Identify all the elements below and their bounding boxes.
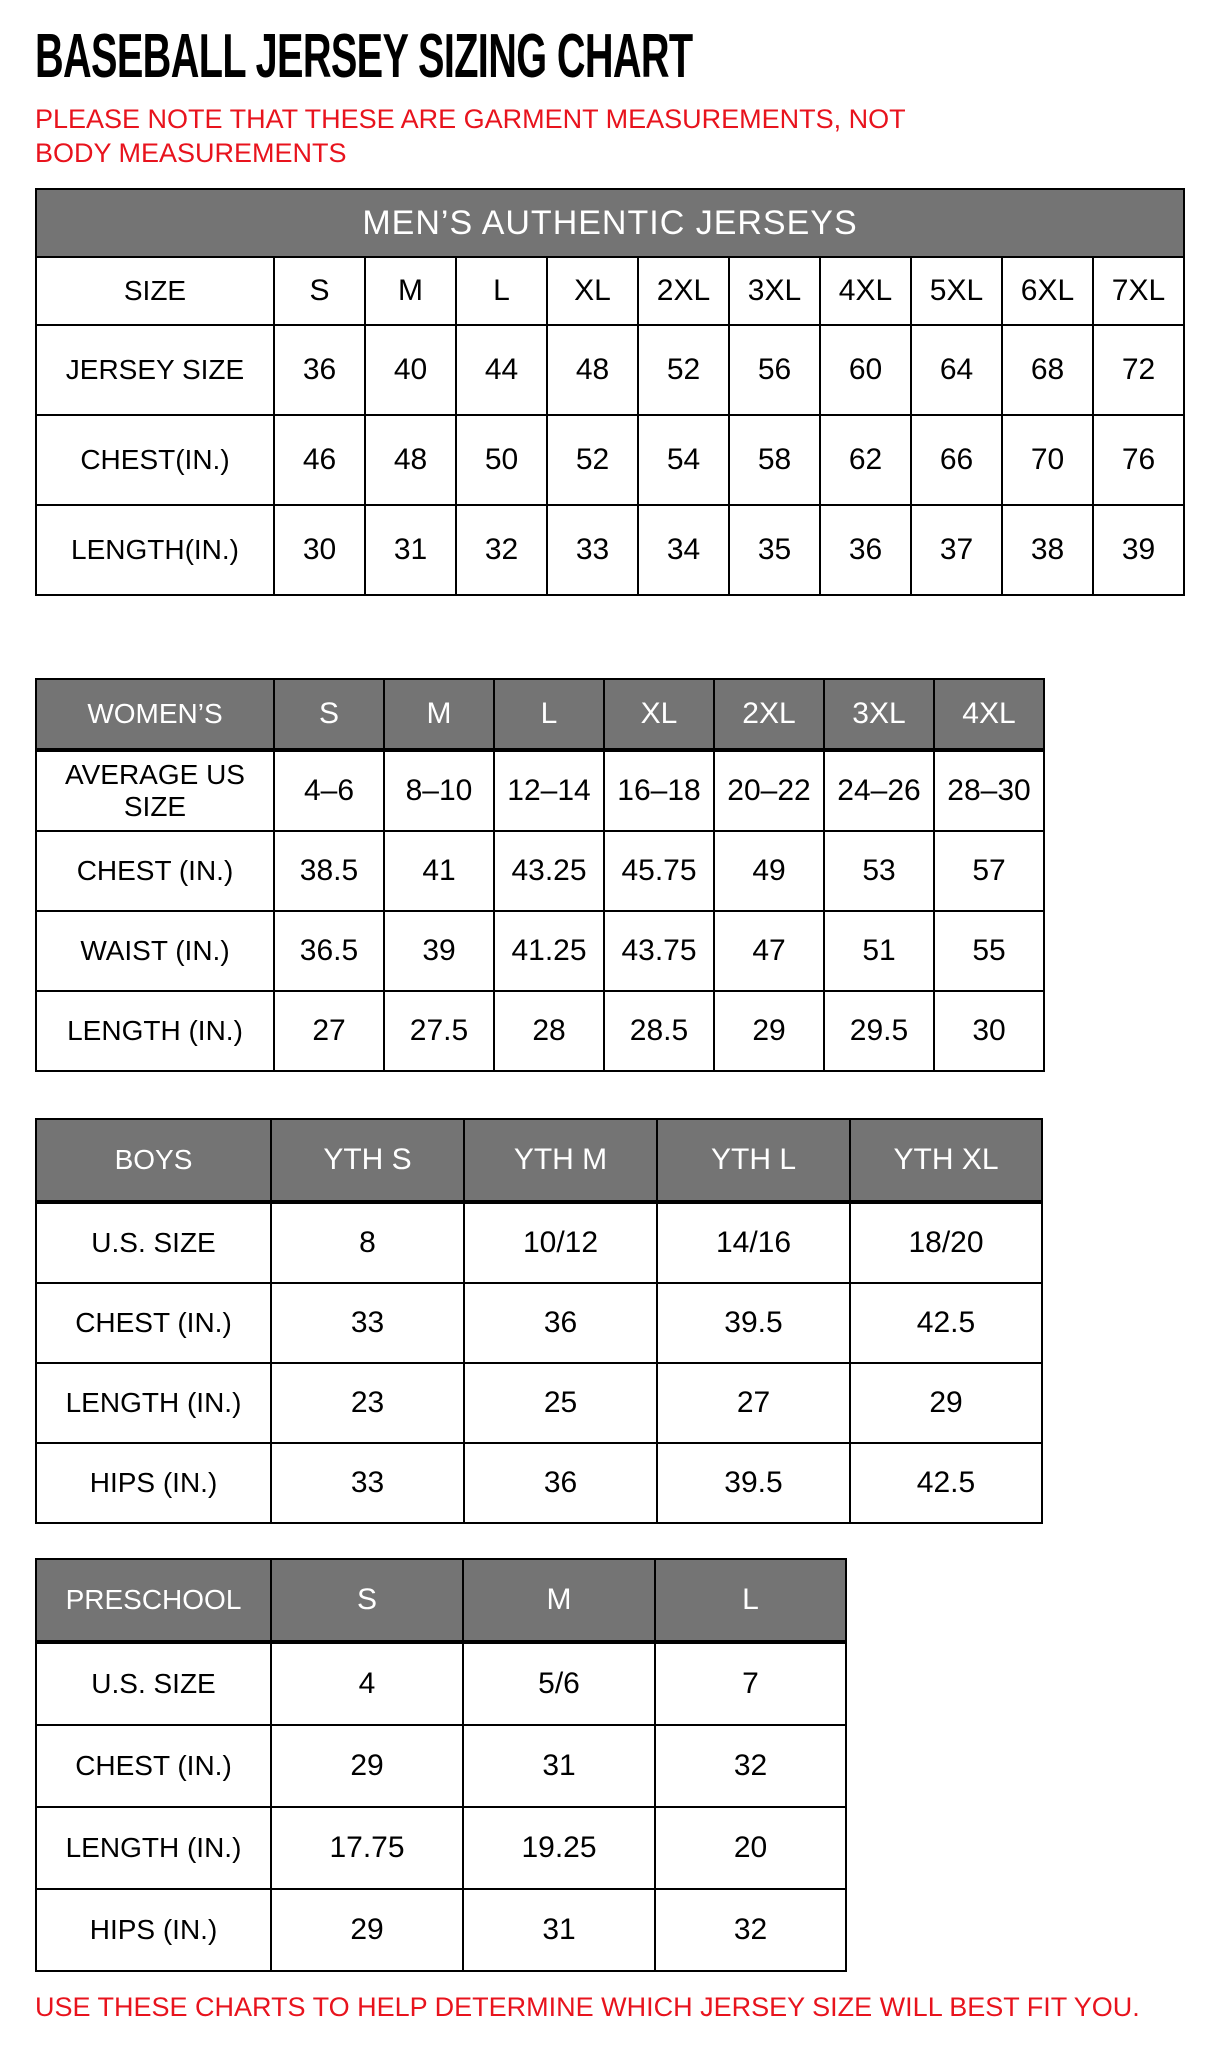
preschool-sizing-table xyxy=(35,1558,847,1972)
preschool-header-row xyxy=(36,1559,846,1642)
column-header: S xyxy=(274,257,365,325)
womens-table-section xyxy=(35,678,1185,1072)
column-header: YTH L xyxy=(657,1119,850,1202)
size-value: 7 xyxy=(655,1642,846,1725)
boys-sizing-table xyxy=(35,1118,1043,1524)
size-value: 52 xyxy=(638,325,729,415)
column-header: M xyxy=(463,1559,655,1642)
womens-header-label: WOMEN’S xyxy=(36,679,274,750)
column-header: 2XL xyxy=(714,679,824,750)
size-value: 68 xyxy=(1002,325,1093,415)
size-value: 57 xyxy=(934,831,1044,911)
size-value: 32 xyxy=(456,505,547,595)
row-label: LENGTH (IN.) xyxy=(36,1363,271,1443)
size-value: 56 xyxy=(729,325,820,415)
size-value: 4–6 xyxy=(274,750,384,831)
size-value: 31 xyxy=(365,505,456,595)
size-value: 45.75 xyxy=(604,831,714,911)
size-value: 49 xyxy=(714,831,824,911)
column-header: YTH XL xyxy=(850,1119,1042,1202)
table-row xyxy=(36,1725,846,1807)
size-value: 47 xyxy=(714,911,824,991)
size-value: 20 xyxy=(655,1807,846,1889)
column-header: L xyxy=(494,679,604,750)
row-label: WAIST (IN.) xyxy=(36,911,274,991)
size-value: 39.5 xyxy=(657,1443,850,1523)
size-value: 27 xyxy=(274,991,384,1071)
size-value: 76 xyxy=(1093,415,1184,505)
size-value: 33 xyxy=(547,505,638,595)
row-label: CHEST(IN.) xyxy=(36,415,274,505)
size-value: 23 xyxy=(271,1363,464,1443)
size-value: 5/6 xyxy=(463,1642,655,1725)
table-row xyxy=(36,911,1044,991)
row-label: U.S. SIZE xyxy=(36,1202,271,1283)
size-value: 42.5 xyxy=(850,1283,1042,1363)
size-value: 36 xyxy=(464,1443,657,1523)
size-value: 27 xyxy=(657,1363,850,1443)
table-row xyxy=(36,750,1044,831)
table-row xyxy=(36,1889,846,1971)
column-header: 4XL xyxy=(934,679,1044,750)
size-value: 58 xyxy=(729,415,820,505)
table-row xyxy=(36,505,1184,595)
row-label: CHEST (IN.) xyxy=(36,831,274,911)
size-value: 41 xyxy=(384,831,494,911)
column-header: YTH S xyxy=(271,1119,464,1202)
size-value: 48 xyxy=(547,325,638,415)
column-header: M xyxy=(365,257,456,325)
size-value: 38 xyxy=(1002,505,1093,595)
size-value: 14/16 xyxy=(657,1202,850,1283)
size-value: 24–26 xyxy=(824,750,934,831)
size-value: 33 xyxy=(271,1283,464,1363)
column-header: 2XL xyxy=(638,257,729,325)
size-value: 64 xyxy=(911,325,1002,415)
column-header: M xyxy=(384,679,494,750)
size-value: 36 xyxy=(464,1283,657,1363)
size-value: 28.5 xyxy=(604,991,714,1071)
row-label: LENGTH (IN.) xyxy=(36,1807,271,1889)
page-title: BASEBALL JERSEY SIZING CHART xyxy=(35,22,693,91)
size-value: 51 xyxy=(824,911,934,991)
womens-header-row xyxy=(36,679,1044,750)
mens-header-label: SIZE xyxy=(36,257,274,325)
size-value: 25 xyxy=(464,1363,657,1443)
row-label: HIPS (IN.) xyxy=(36,1443,271,1523)
size-value: 38.5 xyxy=(274,831,384,911)
size-value: 52 xyxy=(547,415,638,505)
size-value: 53 xyxy=(824,831,934,911)
table-row xyxy=(36,1202,1042,1283)
size-value: 62 xyxy=(820,415,911,505)
size-value: 10/12 xyxy=(464,1202,657,1283)
womens-sizing-table xyxy=(35,678,1045,1072)
row-label: LENGTH(IN.) xyxy=(36,505,274,595)
size-value: 33 xyxy=(271,1443,464,1523)
mens-table-section xyxy=(35,188,1185,596)
size-value: 37 xyxy=(911,505,1002,595)
size-value: 18/20 xyxy=(850,1202,1042,1283)
mens-sizing-table xyxy=(35,188,1185,596)
size-value: 70 xyxy=(1002,415,1093,505)
table-row xyxy=(36,1283,1042,1363)
row-label: JERSEY SIZE xyxy=(36,325,274,415)
column-header: YTH M xyxy=(464,1119,657,1202)
size-value: 36.5 xyxy=(274,911,384,991)
row-label: AVERAGE US SIZE xyxy=(36,750,274,831)
boys-header-label: BOYS xyxy=(36,1119,271,1202)
preschool-table-section xyxy=(35,1558,1185,1972)
size-value: 29 xyxy=(850,1363,1042,1443)
size-value: 28 xyxy=(494,991,604,1071)
column-header: L xyxy=(456,257,547,325)
size-value: 44 xyxy=(456,325,547,415)
size-value: 30 xyxy=(274,505,365,595)
mens-header-row xyxy=(36,257,1184,325)
size-value: 72 xyxy=(1093,325,1184,415)
size-value: 46 xyxy=(274,415,365,505)
column-header: XL xyxy=(604,679,714,750)
table-row xyxy=(36,1443,1042,1523)
preschool-header-label: PRESCHOOL xyxy=(36,1559,271,1642)
size-value: 55 xyxy=(934,911,1044,991)
garment-measurements-note: PLEASE NOTE THAT THESE ARE GARMENT MEASUREMENTS, NOT BODY MEASUREMENTS xyxy=(35,104,906,168)
size-value: 12–14 xyxy=(494,750,604,831)
mens-banner: MEN’S AUTHENTIC JERSEYS xyxy=(36,189,1184,257)
column-header: 3XL xyxy=(729,257,820,325)
size-value: 36 xyxy=(274,325,365,415)
size-value: 36 xyxy=(820,505,911,595)
column-header: L xyxy=(655,1559,846,1642)
size-value: 32 xyxy=(655,1889,846,1971)
row-label: U.S. SIZE xyxy=(36,1642,271,1725)
column-header: S xyxy=(274,679,384,750)
column-header: 7XL xyxy=(1093,257,1184,325)
size-value: 41.25 xyxy=(494,911,604,991)
size-value: 31 xyxy=(463,1725,655,1807)
size-value: 60 xyxy=(820,325,911,415)
row-label: LENGTH (IN.) xyxy=(36,991,274,1071)
mens-banner-row xyxy=(36,189,1184,257)
size-value: 40 xyxy=(365,325,456,415)
size-value: 50 xyxy=(456,415,547,505)
size-value: 32 xyxy=(655,1725,846,1807)
size-value: 29 xyxy=(714,991,824,1071)
size-value: 43.75 xyxy=(604,911,714,991)
boys-table-section xyxy=(35,1118,1185,1524)
column-header: XL xyxy=(547,257,638,325)
size-value: 4 xyxy=(271,1642,463,1725)
column-header: 5XL xyxy=(911,257,1002,325)
column-header: 6XL xyxy=(1002,257,1093,325)
size-value: 34 xyxy=(638,505,729,595)
row-label: CHEST (IN.) xyxy=(36,1725,271,1807)
size-value: 54 xyxy=(638,415,729,505)
size-value: 19.25 xyxy=(463,1807,655,1889)
size-value: 43.25 xyxy=(494,831,604,911)
table-row xyxy=(36,1363,1042,1443)
footer-note: USE THESE CHARTS TO HELP DETERMINE WHICH JERSEY SIZE WILL BEST FIT YOU. xyxy=(35,1992,1140,2022)
size-value: 29 xyxy=(271,1889,463,1971)
column-header: S xyxy=(271,1559,463,1642)
size-value: 30 xyxy=(934,991,1044,1071)
table-row xyxy=(36,415,1184,505)
table-row xyxy=(36,1807,846,1889)
table-row xyxy=(36,1642,846,1725)
size-value: 39 xyxy=(384,911,494,991)
size-value: 39.5 xyxy=(657,1283,850,1363)
row-label: HIPS (IN.) xyxy=(36,1889,271,1971)
table-row xyxy=(36,991,1044,1071)
size-value: 16–18 xyxy=(604,750,714,831)
size-value: 20–22 xyxy=(714,750,824,831)
size-value: 28–30 xyxy=(934,750,1044,831)
size-value: 29 xyxy=(271,1725,463,1807)
size-value: 31 xyxy=(463,1889,655,1971)
size-value: 17.75 xyxy=(271,1807,463,1889)
table-row xyxy=(36,325,1184,415)
size-value: 42.5 xyxy=(850,1443,1042,1523)
column-header: 4XL xyxy=(820,257,911,325)
size-value: 8–10 xyxy=(384,750,494,831)
size-value: 27.5 xyxy=(384,991,494,1071)
row-label: CHEST (IN.) xyxy=(36,1283,271,1363)
size-value: 35 xyxy=(729,505,820,595)
size-value: 8 xyxy=(271,1202,464,1283)
size-value: 39 xyxy=(1093,505,1184,595)
size-value: 48 xyxy=(365,415,456,505)
boys-header-row xyxy=(36,1119,1042,1202)
column-header: 3XL xyxy=(824,679,934,750)
size-value: 29.5 xyxy=(824,991,934,1071)
size-value: 66 xyxy=(911,415,1002,505)
table-row xyxy=(36,831,1044,911)
